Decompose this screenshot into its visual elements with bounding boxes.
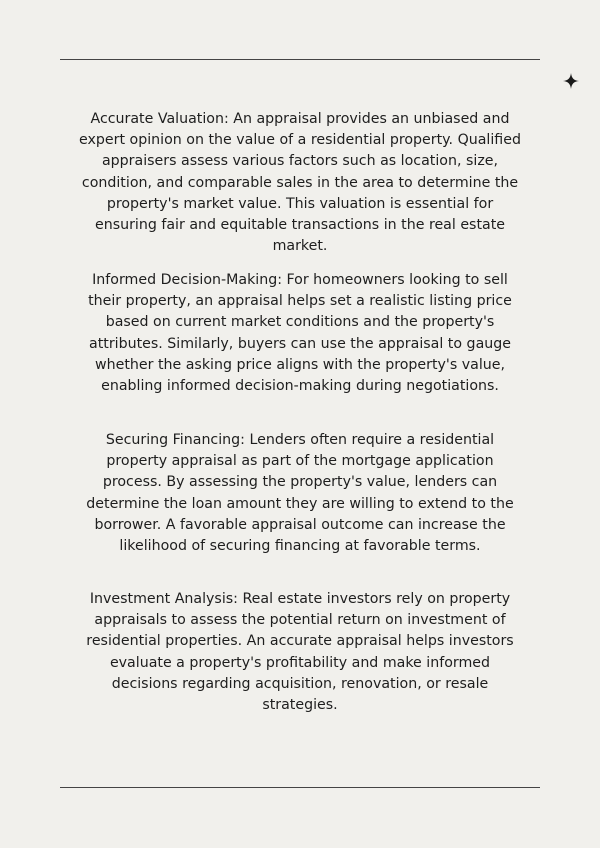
text-line: ensuring fair and equitable transactions in the real estate bbox=[94, 217, 506, 234]
text-line: Investment Analysis: Real estate investors rely on property bbox=[89, 591, 511, 607]
text-line: property's market value. This valuation is essential for bbox=[106, 195, 494, 212]
text-line: evaluate a property's profitability and make informed bbox=[109, 654, 491, 671]
text-line: condition, and comparable sales in the area to determine the bbox=[81, 174, 519, 191]
text-line: enabling informed decision-making during negotiations. bbox=[101, 378, 499, 395]
text-line: borrower. A favorable appraisal outcome can increase the bbox=[94, 516, 506, 533]
bottom-divider bbox=[60, 787, 540, 788]
text-line: appraisers assess various factors such as location, size, bbox=[101, 153, 499, 170]
top-divider bbox=[60, 59, 540, 60]
paragraph-securing-financing bbox=[50, 430, 550, 557]
text-line: Informed Decision-Making: For homeowners looking to sell bbox=[92, 272, 508, 288]
text-line: market. bbox=[272, 238, 328, 255]
paragraph-accurate-valuation bbox=[50, 109, 550, 257]
text-line: likelihood of securing financing at favorable terms. bbox=[119, 538, 481, 555]
sparkle-icon bbox=[563, 73, 579, 89]
text-line: decisions regarding acquisition, renovation, or resale bbox=[111, 675, 489, 692]
text-line: residential properties. An accurate appraisal helps investors bbox=[86, 633, 514, 650]
text-line: Accurate Valuation: An appraisal provides an unbiased and bbox=[90, 111, 510, 127]
paragraph-informed-decision-making bbox=[50, 270, 550, 397]
text-line: appraisals to assess the potential return on investment of bbox=[94, 612, 506, 629]
text-line: determine the loan amount they are willing to extend to the bbox=[86, 495, 514, 512]
text-line: attributes. Similarly, buyers can use the appraisal to gauge bbox=[89, 335, 511, 352]
text-line: their property, an appraisal helps set a realistic listing price bbox=[88, 293, 512, 310]
paragraph-investment-analysis bbox=[50, 589, 550, 716]
text-line: Securing Financing: Lenders often require a residential bbox=[105, 432, 495, 448]
text-line: strategies. bbox=[262, 697, 338, 714]
text-line: property appraisal as part of the mortgage application bbox=[106, 453, 494, 470]
text-line: based on current market conditions and the property's bbox=[105, 314, 495, 331]
text-line: expert opinion on the value of a residential property. Qualified bbox=[79, 132, 521, 149]
text-line: whether the asking price aligns with the property's value, bbox=[95, 356, 505, 373]
text-line: process. By assessing the property's value, lenders can bbox=[102, 474, 498, 491]
